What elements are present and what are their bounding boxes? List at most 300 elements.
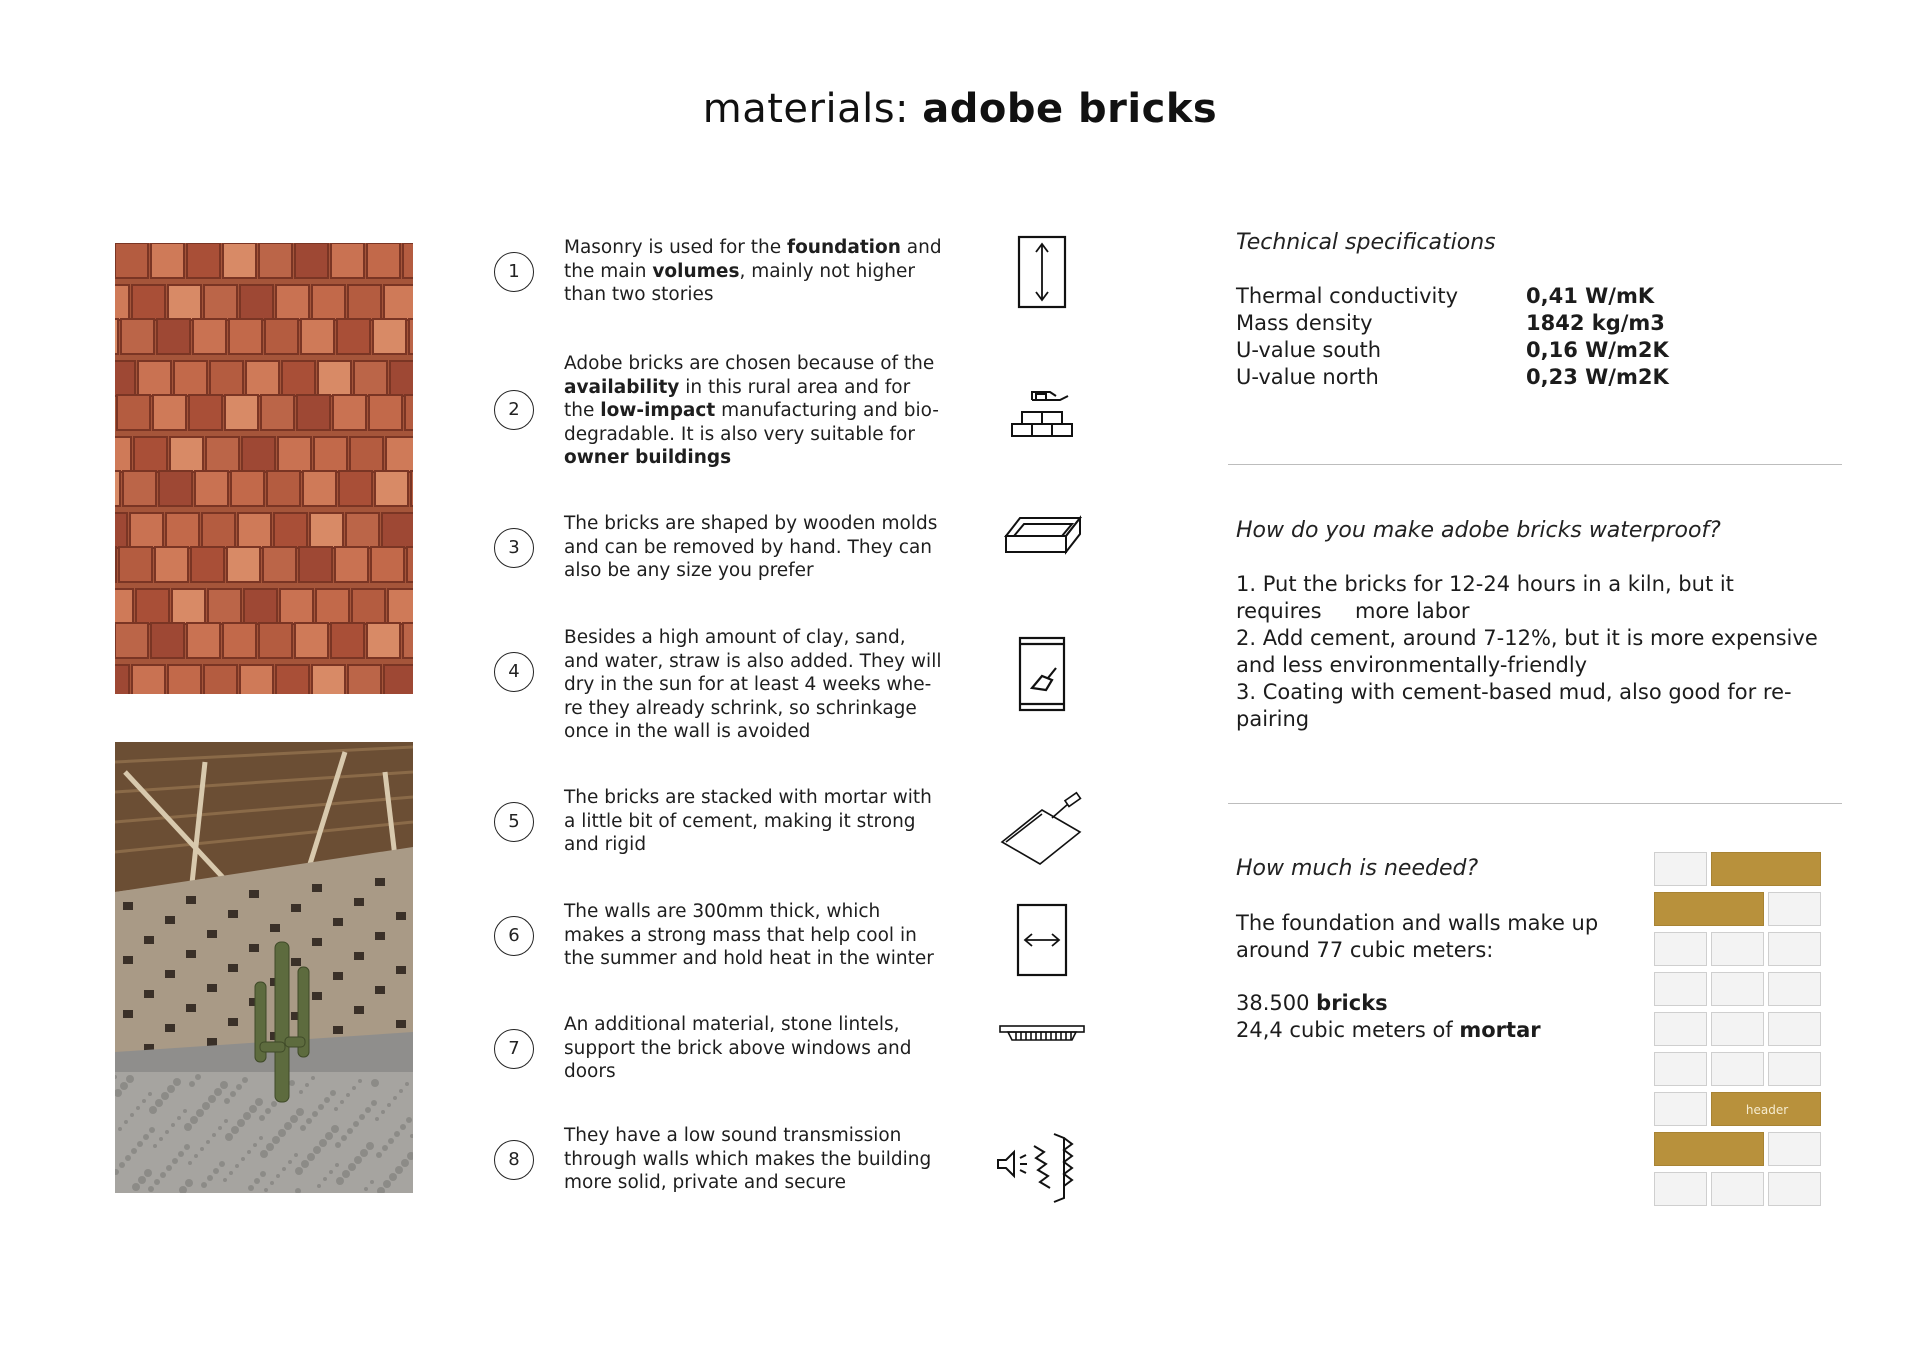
gravel-stone — [365, 1107, 371, 1113]
gravel-stone — [347, 1128, 353, 1134]
photo-brick — [371, 547, 404, 582]
wall-hole — [396, 966, 406, 974]
hand-bricks-icon — [992, 368, 1092, 458]
waterproof-line: and less environmentally-friendly — [1236, 653, 1588, 677]
stacked-bricks-photo — [115, 243, 413, 694]
photo-brick — [331, 623, 364, 658]
photo-brick — [134, 437, 167, 472]
grid-brick — [1711, 932, 1764, 966]
gravel-stone — [200, 1147, 204, 1151]
gravel-stone — [247, 1150, 251, 1154]
gravel-stone — [189, 1081, 195, 1087]
gravel-stone — [323, 1177, 327, 1181]
gravel-stone — [138, 1176, 146, 1184]
mix-bag-icon — [992, 630, 1092, 720]
photo-brick — [411, 471, 413, 506]
photo-brick — [204, 285, 237, 320]
bricks-amount — [1236, 990, 1636, 1017]
step-number: 5 — [494, 802, 534, 842]
wall-hole — [165, 970, 175, 978]
wall-hole — [165, 1024, 175, 1032]
step-text — [564, 900, 944, 971]
wall-hole — [186, 896, 196, 904]
wall-hole — [312, 992, 322, 1000]
gravel-stone — [142, 1099, 146, 1103]
gravel-stone — [149, 1127, 155, 1133]
gravel-stone — [340, 1100, 344, 1104]
vertical-arrow-icon — [992, 228, 1092, 318]
gravel-stone — [393, 1096, 397, 1100]
gravel-stone — [171, 1123, 175, 1127]
wall-hole — [375, 986, 385, 994]
gravel-stone — [381, 1110, 385, 1114]
step-number: 3 — [494, 528, 534, 568]
photo-brick — [390, 361, 413, 396]
wall-hole — [144, 936, 154, 944]
wall-hole — [186, 1004, 196, 1012]
step-text-part: in this rural area and for the — [564, 376, 911, 421]
step-text — [564, 352, 944, 470]
photo-brick — [206, 437, 239, 472]
grid-brick — [1711, 1052, 1764, 1086]
gravel-stone — [324, 1097, 330, 1103]
photo-brick — [168, 665, 201, 694]
photo-brick — [159, 471, 192, 506]
photo-brick — [195, 471, 228, 506]
grid-brick — [1654, 1052, 1707, 1086]
gravel-stone — [399, 1089, 403, 1093]
photo-brick — [312, 285, 345, 320]
gravel-stone — [165, 1130, 169, 1134]
spec-label: Mass density — [1236, 311, 1373, 335]
photo-brick — [136, 589, 169, 624]
step-text — [564, 786, 944, 857]
step-text-part: , mainly not higher than two stories — [564, 260, 915, 305]
spec-row — [1236, 365, 1756, 393]
grid-brick-gold — [1711, 1092, 1821, 1126]
gravel-stone — [260, 1171, 266, 1177]
spec-value: 1842 kg/m3 — [1526, 311, 1665, 335]
grid-brick-gold — [1654, 1132, 1764, 1166]
photo-brick — [123, 471, 156, 506]
gravel-stone — [295, 1167, 303, 1175]
gravel-stone — [153, 1144, 157, 1148]
gravel-stone — [319, 1139, 327, 1147]
gravel-stone — [406, 1117, 412, 1123]
photo-brick — [210, 361, 243, 396]
photo-brick — [223, 623, 256, 658]
photo-brick — [331, 243, 364, 278]
grid-brick — [1768, 932, 1821, 966]
step-text-part: The walls are 300mm thick, which makes a strong mass that help cool in the summer and hold heat in the winter — [564, 901, 934, 969]
gravel-stone — [272, 1136, 280, 1144]
gravel-stone — [143, 1134, 149, 1140]
photo-brick — [263, 547, 296, 582]
photo-brick — [384, 665, 413, 694]
photo-brick — [202, 513, 235, 548]
photo-brick — [191, 547, 224, 582]
photo-brick — [299, 547, 332, 582]
needed-intro — [1236, 910, 1636, 964]
step-text-bold: volumes — [652, 260, 740, 282]
gravel-stone — [253, 1143, 257, 1147]
gravel-stone — [207, 1175, 213, 1181]
step-text-part: The bricks are shaped by wooden molds and can be removed by hand. They can also be any size you prefer — [564, 513, 938, 581]
specs-title: Technical specifications — [1236, 230, 1496, 255]
grid-brick — [1654, 1172, 1707, 1206]
photo-brick — [367, 623, 400, 658]
photo-brick — [384, 285, 413, 320]
gravel-stone — [364, 1187, 368, 1191]
gravel-stone — [330, 1090, 336, 1096]
photo-brick — [223, 243, 256, 278]
gravel-stone — [219, 1161, 225, 1167]
photo-brick — [157, 319, 190, 354]
gravel-stone — [311, 1076, 315, 1080]
step-text-bold: owner buildings — [564, 447, 732, 468]
gravel-stone — [358, 1079, 362, 1083]
gravel-stone — [131, 1148, 137, 1154]
gravel-stone — [400, 1124, 406, 1130]
photo-brick — [282, 361, 315, 396]
gravel-stone — [167, 1085, 175, 1093]
wall-hole — [375, 932, 385, 940]
photo-brick — [187, 243, 220, 278]
photo-brick — [267, 471, 300, 506]
photo-brick — [312, 665, 345, 694]
wall-hole — [249, 944, 259, 952]
photo-brick — [151, 243, 184, 278]
gravel-stone — [148, 1186, 154, 1192]
step-text — [564, 626, 944, 744]
photo-brick — [240, 665, 273, 694]
gravel-stone — [382, 1145, 388, 1151]
photo-brick — [115, 319, 118, 354]
grid-brick — [1654, 972, 1707, 1006]
gravel-stone — [230, 1091, 236, 1097]
grid-brick — [1711, 1012, 1764, 1046]
gravel-stone — [394, 1131, 400, 1137]
spec-row — [1236, 338, 1756, 366]
photo-brick — [172, 589, 205, 624]
gravel-stone — [306, 1118, 312, 1124]
gravel-stone — [335, 1142, 341, 1148]
wall-hole — [249, 890, 259, 898]
gravel-stone — [354, 1156, 362, 1164]
photo-brick — [278, 437, 311, 472]
mortar-amount — [1236, 1017, 1636, 1044]
sound-wall-icon — [992, 1120, 1092, 1210]
photo-brick — [115, 589, 133, 624]
waterproof-line: requires more labor — [1236, 599, 1470, 623]
step-number: 8 — [494, 1140, 534, 1180]
photo-brick — [244, 589, 277, 624]
photo-brick — [117, 395, 150, 430]
gravel-stone — [366, 1142, 374, 1150]
needed-title: How much is needed? — [1236, 856, 1479, 881]
gravel-stone — [276, 1174, 280, 1178]
waterproof-line: 1. Put the bricks for 12-24 hours in a kiln, but it — [1236, 572, 1734, 596]
photo-brick — [115, 437, 131, 472]
photo-brick — [189, 395, 222, 430]
gravel-stone — [405, 1082, 409, 1086]
wall-hole — [291, 958, 301, 966]
step-text — [564, 236, 944, 307]
gravel-stone — [235, 1164, 239, 1168]
grid-brick — [1711, 1172, 1764, 1206]
gravel-stone — [184, 1123, 192, 1131]
photo-brick — [337, 319, 370, 354]
gravel-stone — [288, 1160, 292, 1164]
photo-brick — [382, 513, 413, 548]
gravel-stone — [278, 1129, 286, 1137]
title-prefix: materials: — [702, 86, 923, 132]
gravel-stone — [231, 1126, 239, 1134]
step-text-part: They have a low sound transmission through walls which makes the building more solid, private and secure — [564, 1125, 932, 1193]
gravel-stone — [284, 1122, 292, 1130]
photo-brick — [204, 665, 237, 694]
spec-label: Thermal conductivity — [1236, 284, 1459, 308]
photo-brick — [231, 471, 264, 506]
photo-brick — [350, 437, 383, 472]
photo-brick — [153, 395, 186, 430]
waterproof-line: pairing — [1236, 707, 1310, 731]
gravel-stone — [126, 1075, 134, 1083]
gravel-stone — [371, 1100, 377, 1106]
wall-hole — [354, 1006, 364, 1014]
photo-brick — [348, 285, 381, 320]
gravel-stone — [172, 1158, 178, 1164]
gravel-stone — [195, 1074, 201, 1080]
photo-brick — [155, 547, 188, 582]
gravel-stone — [155, 1099, 163, 1107]
gravel-stone — [294, 1153, 298, 1157]
wall-hole — [123, 1010, 133, 1018]
wall-hole — [165, 916, 175, 924]
photo-brick — [132, 665, 165, 694]
photo-brick — [295, 623, 328, 658]
waterproof-line: 2. Add cement, around 7-12%, but it is more expensive — [1236, 626, 1818, 650]
grid-brick — [1654, 932, 1707, 966]
photo-brick — [261, 395, 294, 430]
gravel-stone — [248, 1185, 254, 1191]
spec-row — [1236, 284, 1756, 312]
grid-brick — [1768, 1132, 1821, 1166]
step-text — [564, 512, 944, 583]
photo-brick — [208, 589, 241, 624]
gravel-stone — [125, 1155, 131, 1161]
gravel-stone — [218, 1126, 222, 1130]
photo-brick — [280, 589, 313, 624]
wall-hole — [123, 956, 133, 964]
gravel-stone — [359, 1114, 365, 1120]
gravel-stone — [136, 1106, 140, 1110]
gravel-stone — [183, 1109, 187, 1113]
gravel-stone — [317, 1184, 321, 1188]
step-text-bold: foundation — [787, 237, 901, 258]
gravel-stone — [329, 1170, 333, 1174]
title-bold: adobe bricks — [922, 86, 1218, 132]
gravel-stone — [348, 1163, 356, 1171]
gravel-stone — [120, 1082, 128, 1090]
gravel-stone — [130, 1113, 134, 1117]
photo-brick — [115, 513, 127, 548]
gravel-stone — [236, 1084, 242, 1090]
wall-hole — [396, 912, 406, 920]
gravel-stone — [290, 1115, 298, 1123]
gravel-stone — [225, 1133, 233, 1141]
grid-brick — [1654, 1012, 1707, 1046]
gravel-stone — [249, 1105, 257, 1113]
photo-brick — [187, 623, 220, 658]
bricks-unit: bricks — [1316, 991, 1388, 1015]
gravel-stone — [177, 1116, 181, 1120]
photo-brick — [119, 547, 152, 582]
photo-brick — [339, 471, 372, 506]
wall-hole — [228, 964, 238, 972]
gravel-stone — [383, 1180, 391, 1188]
wall-hole — [186, 950, 196, 958]
gravel-stone — [132, 1183, 140, 1191]
gravel-stone — [318, 1104, 324, 1110]
wall-hole — [270, 924, 280, 932]
photo-brick — [238, 513, 271, 548]
photo-brick — [240, 285, 273, 320]
gravel-stone — [331, 1125, 339, 1133]
grid-brick — [1768, 892, 1821, 926]
photo-brick — [405, 395, 413, 430]
photo-brick — [115, 361, 135, 396]
photo-brick — [375, 471, 408, 506]
gravel-stone — [305, 1083, 309, 1087]
gravel-stone — [229, 1171, 233, 1175]
waterproof-title: How do you make adobe bricks waterproof? — [1236, 518, 1721, 543]
step-number: 6 — [494, 916, 534, 956]
gravel-stone — [300, 1125, 306, 1131]
photo-brick — [301, 319, 334, 354]
wall-hole — [354, 952, 364, 960]
gravel-stone — [224, 1119, 228, 1123]
gravel-stone — [184, 1144, 190, 1150]
wall-hole — [312, 884, 322, 892]
wooden-mold-icon — [992, 498, 1092, 588]
photo-brick — [242, 437, 275, 472]
gravel-stone — [188, 1161, 192, 1165]
step-text-part: manufacturing and bio-degradable. It is also very suitable for — [564, 400, 939, 445]
gravel-stone — [313, 1146, 321, 1154]
spec-label: U-value north — [1236, 365, 1379, 389]
waterproof-list — [1236, 571, 1836, 733]
gravel-stone — [190, 1116, 198, 1124]
photo-brick — [151, 623, 184, 658]
mortar-unit: mortar — [1459, 1018, 1541, 1042]
gravel-stone — [387, 1103, 391, 1107]
gravel-stone — [259, 1115, 265, 1121]
photo-brick — [346, 513, 379, 548]
step-text-bold: low-impact — [600, 400, 716, 421]
photo-brick — [407, 547, 413, 582]
divider-1 — [1228, 464, 1842, 465]
gravel-stone — [266, 1143, 274, 1151]
gravel-stone — [241, 1157, 245, 1161]
gravel-stone — [360, 1149, 368, 1157]
gravel-stone — [255, 1098, 263, 1106]
wall-hole — [291, 904, 301, 912]
gravel-stone — [194, 1154, 198, 1158]
step-text-part: Adobe bricks are chosen because of the — [564, 353, 935, 374]
photo-brick — [259, 243, 292, 278]
trowel-icon — [992, 780, 1092, 870]
step-number: 4 — [494, 652, 534, 692]
photo-brick — [166, 513, 199, 548]
gravel-stone — [335, 1163, 339, 1167]
photo-brick — [335, 547, 368, 582]
gravel-stone — [254, 1178, 260, 1184]
step-text — [564, 1124, 944, 1195]
gravel-stone — [166, 1165, 172, 1171]
photo-brick — [115, 471, 120, 506]
photo-brick — [318, 361, 351, 396]
horizontal-arrow-icon — [992, 896, 1092, 986]
needed-intro-line-2: around 77 cubic meters: — [1236, 938, 1494, 962]
gravel-stone — [220, 1081, 228, 1089]
spec-value: 0,41 W/mK — [1526, 284, 1655, 308]
wall-hole — [375, 878, 385, 886]
photo-brick — [227, 547, 260, 582]
wall-hole — [312, 938, 322, 946]
gravel-stone — [214, 1088, 222, 1096]
gravel-stone — [148, 1092, 152, 1096]
photo-brick — [348, 665, 381, 694]
gravel-stone — [376, 1152, 382, 1158]
gravel-stone — [270, 1181, 274, 1185]
photo-brick — [297, 395, 330, 430]
gravel-stone — [260, 1150, 268, 1158]
photo-brick — [168, 285, 201, 320]
gravel-stone — [137, 1141, 143, 1147]
photo-brick — [310, 513, 343, 548]
gravel-stone — [342, 1170, 350, 1178]
wall-hole — [396, 1020, 406, 1028]
gravel-stone — [370, 1180, 374, 1184]
gravel-stone — [388, 1138, 394, 1144]
photo-brick — [229, 319, 262, 354]
photo-brick — [367, 243, 400, 278]
step-text-part: The bricks are stacked with mortar with a little bit of cement, making it strong and rigid — [564, 787, 932, 855]
photo-brick — [132, 285, 165, 320]
gravel-stone — [401, 1159, 409, 1167]
gravel-stone — [160, 1172, 166, 1178]
gravel-stone — [237, 1119, 245, 1127]
photo-brick — [316, 589, 349, 624]
photo-brick — [115, 547, 116, 582]
gravel-stone — [212, 1133, 216, 1137]
photo-brick — [403, 623, 413, 658]
photo-brick — [352, 589, 385, 624]
wall-hole — [207, 930, 217, 938]
gravel-stone — [296, 1108, 304, 1116]
photo-brick — [314, 437, 347, 472]
bricks-value: 38.500 — [1236, 991, 1317, 1015]
gravel-stone — [223, 1178, 227, 1182]
step-text-part: Besides a high amount of clay, sand, and water, straw is also added. They will dry in the sun for at least 4 weeks whe-re they already schrink, so schrinkage once in the wall is avoided — [564, 627, 942, 742]
photo-brick — [276, 285, 309, 320]
gravel-stone — [307, 1153, 315, 1161]
wall-hole — [207, 1038, 217, 1046]
photo-brick — [193, 319, 226, 354]
photo-brick — [276, 665, 309, 694]
spec-value: 0,23 W/m2K — [1526, 365, 1669, 389]
